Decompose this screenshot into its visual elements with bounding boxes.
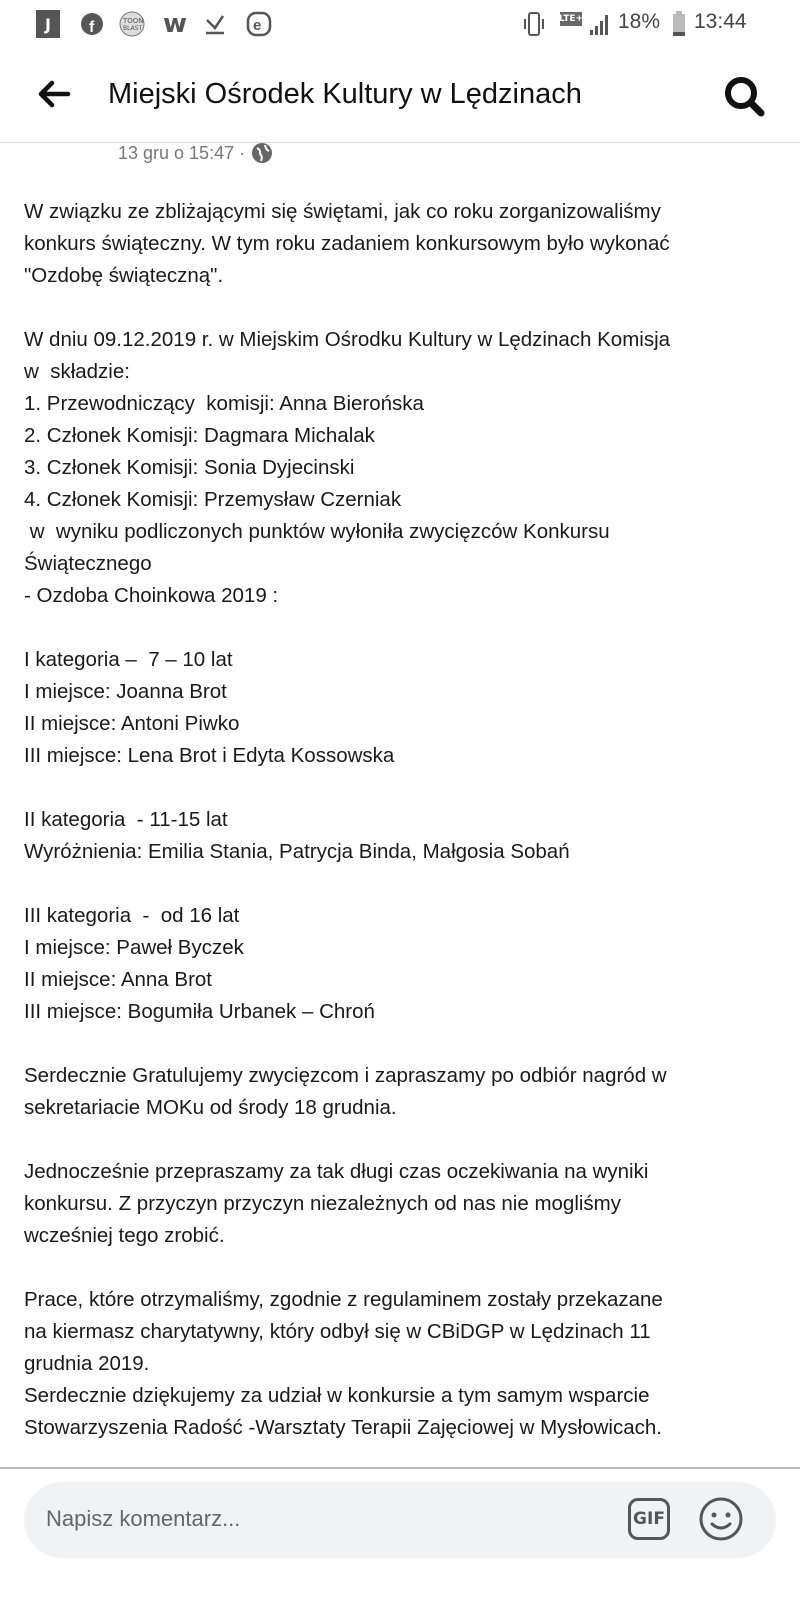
post-text-line: Wyróżnienia: Emilia Stania, Patrycja Binda, Małgosia Sobań <box>24 840 570 863</box>
post-text-line: II miejsce: Antoni Piwko <box>24 712 240 735</box>
svg-text:f: f <box>89 19 95 36</box>
svg-text:e: e <box>253 17 262 34</box>
page-title: Miejski Ośrodek Kultury w Lędzinach <box>108 78 582 110</box>
post-text-line: Serdecznie dziękujemy za udział w konkursie a tym samym wsparcie <box>24 1384 650 1407</box>
post-text-line: II miejsce: Anna Brot <box>24 968 213 991</box>
jooble-icon: J <box>36 10 60 38</box>
post-text-line: grudnia 2019. <box>24 1352 150 1375</box>
vibrate-icon <box>522 10 546 38</box>
post-text-line: W dniu 09.12.2019 r. w Miejskim Ośrodku Kultury w Lędzinach Komisja <box>24 328 671 351</box>
post-text-line: 2. Członek Komisji: Dagmara Michalak <box>24 424 375 447</box>
blank-line <box>24 1252 784 1284</box>
back-button[interactable] <box>34 74 74 114</box>
signal-icon <box>588 10 610 38</box>
search-icon <box>722 74 766 118</box>
post-text-line: I miejsce: Joanna Brot <box>24 680 227 703</box>
blank-line <box>24 772 784 804</box>
toon-blast-icon <box>118 10 146 38</box>
blank-line <box>24 1028 784 1060</box>
post-text-line: konkursu. Z przyczyn przyczyn niezależnych od nas nie mogliśmy <box>24 1192 622 1215</box>
post-text-line: na kiermasz charytatywny, który odbył się w CBiDGP w Lędzinach 11 <box>24 1320 651 1343</box>
e-icon <box>246 10 272 38</box>
svg-text:BLAST: BLAST <box>123 25 143 32</box>
post-text-line: 3. Członek Komisji: Sonia Dyjecinski <box>24 456 355 479</box>
post-text-line: "Ozdobę świąteczną". <box>24 264 224 287</box>
post-text-line: Jednocześnie przepraszamy za tak długi czas oczekiwania na wyniki <box>24 1160 649 1183</box>
svg-text:TOON: TOON <box>123 17 144 25</box>
arrow-left-icon <box>34 74 74 114</box>
post-text-line: konkurs świąteczny. W tym roku zadaniem konkursowym było wykonać <box>24 232 670 255</box>
post-text-line: - Ozdoba Choinkowa 2019 : <box>24 584 279 607</box>
divider <box>0 1467 800 1469</box>
post-text-line: 1. Przewodniczący komisji: Anna Bierońska <box>24 392 424 415</box>
lte-icon: LTE+ <box>558 14 584 24</box>
comment-input[interactable]: Napisz komentarz... <box>46 1506 241 1531</box>
comment-bar <box>24 1482 776 1558</box>
post-text-line: Prace, które otrzymaliśmy, zgodnie z regulaminem zostały przekazane <box>24 1288 663 1311</box>
post-text-line: I kategoria – 7 – 10 lat <box>24 648 233 671</box>
post-text-line: w wyniku podliczonych punktów wyłoniła zwycięzców Konkursu <box>24 520 610 543</box>
post-body <box>24 196 784 1444</box>
smiley-icon <box>698 1496 744 1542</box>
post-text-line: W związku ze zbliżającymi się świętami, jak co roku zorganizowaliśmy <box>24 200 661 223</box>
facebook-icon <box>80 10 104 38</box>
blank-line <box>24 1124 784 1156</box>
post-text-line: I miejsce: Paweł Byczek <box>24 936 244 959</box>
download-icon <box>204 10 226 38</box>
globe-icon <box>251 142 273 164</box>
post-text-line: 4. Członek Komisji: Przemysław Czerniak <box>24 488 402 511</box>
post-timestamp[interactable]: 13 gru o 15:47 · <box>118 142 246 163</box>
wish-icon: w <box>162 9 188 39</box>
emoji-button[interactable] <box>698 1496 744 1542</box>
blank-line <box>24 292 784 324</box>
post-text-line: III miejsce: Bogumiła Urbanek – Chroń <box>24 1000 375 1023</box>
post-meta <box>118 142 273 164</box>
post-text-line: Serdecznie Gratulujemy zwycięzcom i zapraszamy po odbiór nagród w <box>24 1064 667 1087</box>
post-text-line: III miejsce: Lena Brot i Edyta Kossowska <box>24 744 395 767</box>
gif-button[interactable]: GIF <box>628 1498 670 1540</box>
blank-line <box>24 612 784 644</box>
post-text-line: w składzie: <box>24 360 130 383</box>
clock: 13:44 <box>694 10 747 33</box>
post-text-line: Stowarzyszenia Radość -Warsztaty Terapii Zajęciowej w Mysłowicach. <box>24 1416 662 1439</box>
status-bar <box>0 0 800 50</box>
post-text-line: II kategoria - 11-15 lat <box>24 808 228 831</box>
post-text-line: III kategoria - od 16 lat <box>24 904 240 927</box>
post-text-line: Świątecznego <box>24 552 152 575</box>
blank-line <box>24 868 784 900</box>
search-button[interactable] <box>722 74 766 118</box>
post-text-line: wcześniej tego zrobić. <box>24 1224 225 1247</box>
battery-percent: 18% <box>618 10 661 33</box>
battery-icon <box>672 10 686 38</box>
page-header <box>0 50 800 143</box>
post-text-line: sekretariacie MOKu od środy 18 grudnia. <box>24 1096 397 1119</box>
